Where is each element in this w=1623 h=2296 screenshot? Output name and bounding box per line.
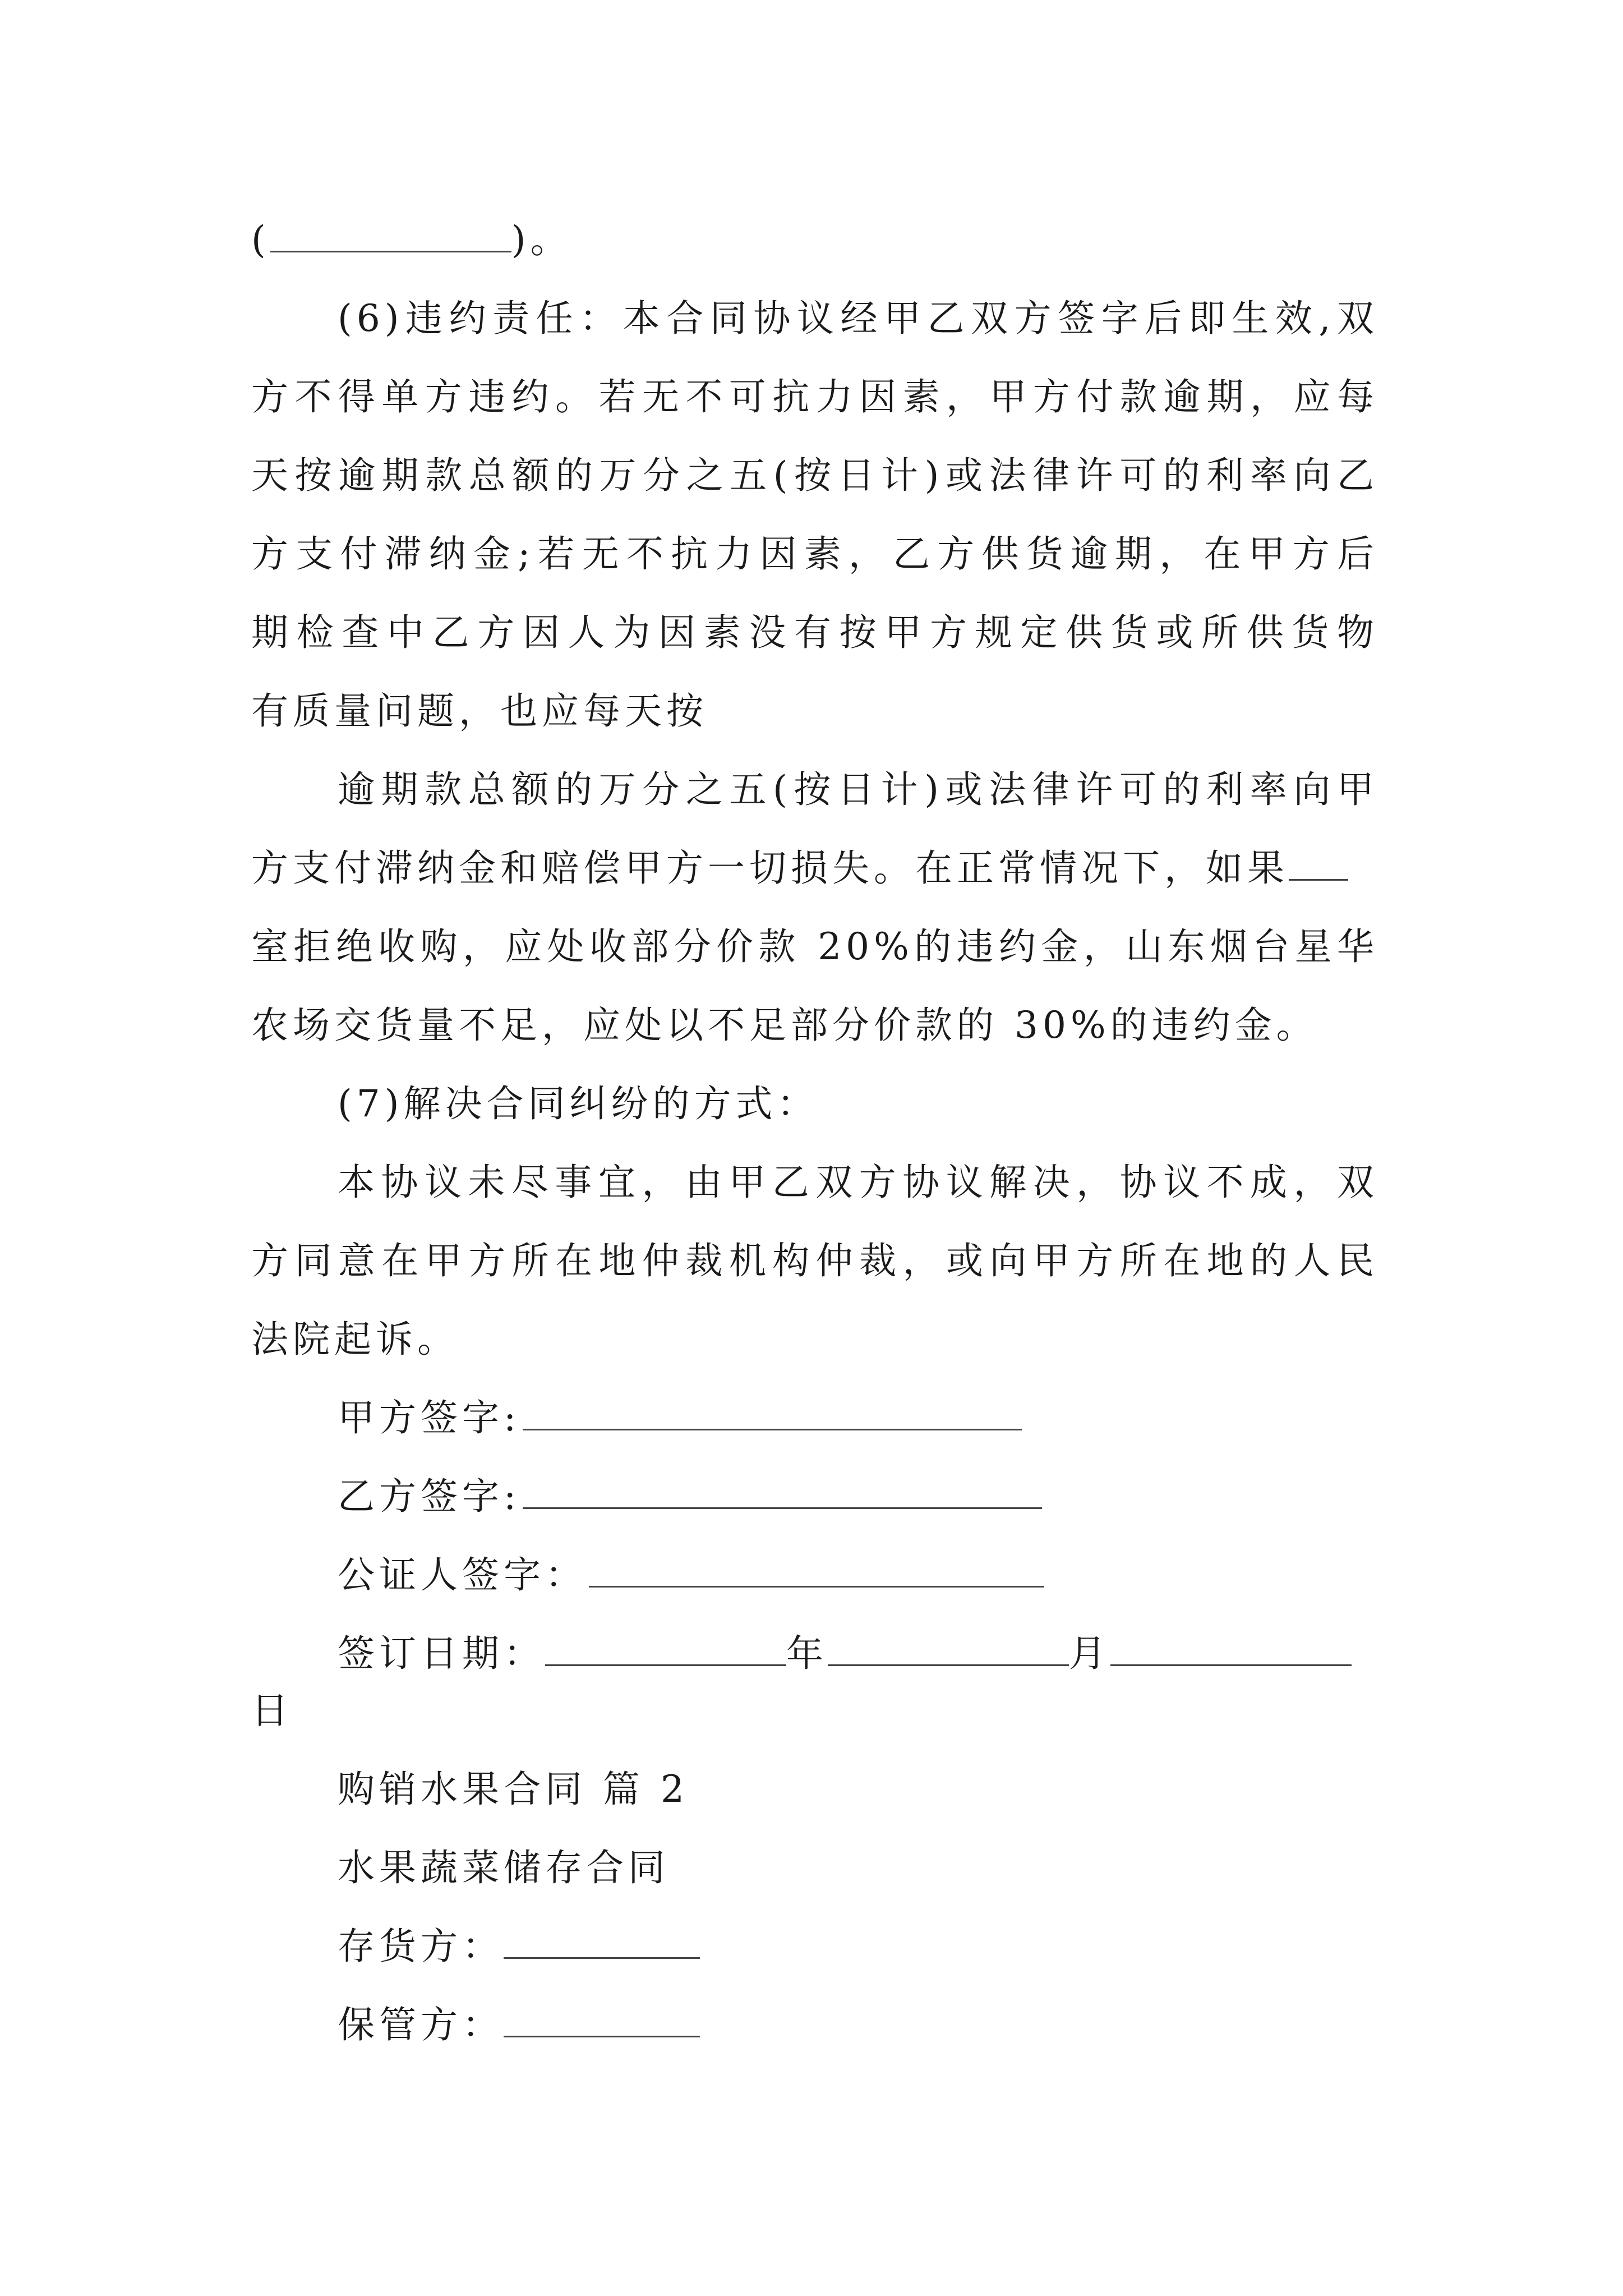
paragraph-line: 室拒绝收购，应处收部分价款 20%的违约金，山东烟台星华 [251,925,1378,968]
paragraph-line: 天按逾期款总额的万分之五(按日计)或法律许可的利率向乙 [251,454,1378,497]
depositor-field [504,1925,700,1959]
blank-field [270,218,511,252]
party-b-signature-field [523,1475,1042,1509]
custodian-label: 保管方： [338,2003,504,2046]
paren-blank-line [251,218,572,263]
party-b-label: 乙方签字: [338,1475,521,1518]
date-label: 签订日期： [338,1632,545,1675]
blank-field [1289,846,1348,881]
notary-label: 公证人签字： [338,1553,587,1596]
party-a-label: 甲方签字: [338,1396,521,1439]
contract-subtitle: 水果蔬菜储存合同 [338,1846,670,1889]
paragraph-line: 法院起诉。 [251,1318,459,1361]
close-paren: )。 [511,218,572,261]
paragraph-line: 方不得单方违约。若无不可抗力因素，甲方付款逾期，应每 [251,375,1378,418]
paragraph-line [251,846,1378,891]
paragraph-line: 本协议未尽事宜，由甲乙双方协议解决，协议不成，双 [338,1161,1378,1204]
paragraph-line: 方支付滞纳金;若无不抗力因素，乙方供货逾期，在甲方后 [251,532,1378,576]
day-field [1110,1632,1352,1666]
paragraph-line: 逾期款总额的万分之五(按日计)或法律许可的利率向甲 [338,768,1378,811]
paragraph-line: 方同意在甲方所在地仲裁机构仲裁，或向甲方所在地的人民 [251,1239,1378,1282]
year-field [545,1632,786,1666]
paragraph-line: (6)违约责任：本合同协议经甲乙双方签字后即生效,双 [338,297,1378,340]
year-label: 年 [786,1632,828,1675]
party-a-signature [338,1396,1022,1441]
section-title: 购销水果合同 篇 2 [338,1768,689,1811]
custodian-field [504,2003,700,2037]
paragraph-text: 方支付滞纳金和赔偿甲方一切损失。在正常情况下，如果 [251,846,1289,890]
depositor-label: 存货方： [338,1925,504,1968]
depositor-line [338,1924,700,1969]
open-paren: ( [251,218,270,261]
month-label: 月 [1069,1632,1110,1675]
paragraph-line: 有质量问题，也应每天按 [251,689,708,733]
notary-signature [338,1553,1044,1598]
party-b-signature [338,1474,1042,1519]
signing-date [338,1631,1352,1676]
paragraph-line: 农场交货量不足，应处以不足部分价款的 30%的违约金。 [251,1004,1318,1047]
month-field [828,1632,1069,1666]
day-label: 日 [251,1689,293,1732]
paragraph-line: 期检查中乙方因人为因素没有按甲方规定供货或所供货物 [251,611,1378,654]
party-a-signature-field [523,1396,1022,1430]
section-heading: (7)解决合同纠纷的方式： [338,1082,819,1125]
custodian-line [338,2003,700,2047]
notary-signature-field [589,1553,1044,1588]
